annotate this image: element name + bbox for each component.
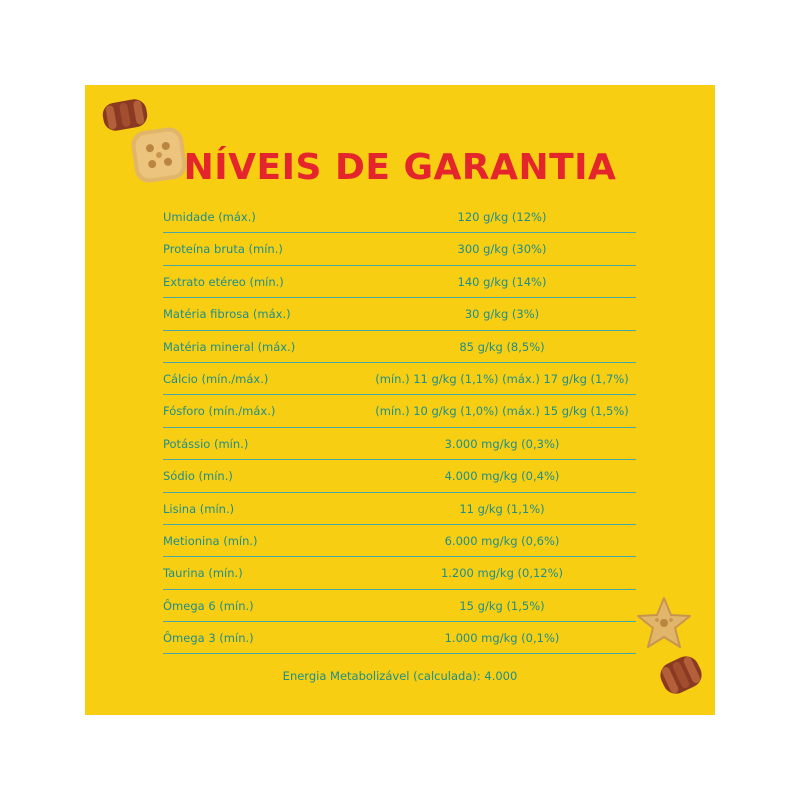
table-row: [163, 428, 636, 460]
table-row: [163, 201, 636, 233]
table-row: [163, 590, 636, 622]
row-value: (mín.) 11 g/kg (1,1%) (máx.) 17 g/kg (1,7%): [375, 371, 629, 386]
page-title: NÍVEIS DE GARANTIA: [183, 147, 617, 188]
nutrition-panel: [85, 85, 715, 715]
table-row: [163, 266, 636, 298]
row-value: (mín.) 10 g/kg (1,0%) (máx.) 15 g/kg (1,5%): [375, 404, 629, 419]
row-value: 30 g/kg (3%): [464, 307, 540, 322]
row-label: Matéria mineral (máx.): [163, 339, 296, 354]
row-label: Taurina (mín.): [163, 566, 243, 581]
row-value: 4.000 mg/kg (0,4%): [444, 469, 560, 484]
row-value: 300 g/kg (30%): [457, 242, 547, 257]
table-row: [163, 233, 636, 265]
table-row: [163, 298, 636, 330]
row-value: 1.200 mg/kg (0,12%): [440, 566, 564, 581]
row-label: Fósforo (mín./máx.): [163, 404, 276, 419]
row-label: Potássio (mín.): [163, 436, 249, 451]
table-row: [163, 493, 636, 525]
guarantee-table: [163, 201, 636, 654]
row-value: 85 g/kg (8,5%): [459, 339, 545, 354]
row-label: Umidade (máx.): [163, 210, 256, 224]
table-row: [163, 525, 636, 557]
row-value: 120 g/kg (12%): [457, 210, 547, 224]
row-label: Cálcio (mín./máx.): [163, 371, 269, 386]
row-value: 1.000 mg/kg (0,1%): [444, 631, 560, 646]
table-row: [163, 363, 636, 395]
table-row: [163, 460, 636, 492]
row-value: 6.000 mg/kg (0,6%): [444, 533, 560, 548]
row-value: 3.000 mg/kg (0,3%): [444, 436, 560, 451]
row-label: Ômega 3 (mín.): [163, 631, 254, 646]
row-label: Lisina (mín.): [163, 501, 235, 516]
row-label: Matéria fibrosa (máx.): [163, 307, 291, 322]
energy-footer: Energia Metabolizável (calculada): 4.000: [282, 669, 518, 683]
table-row: [163, 395, 636, 427]
row-label: Extrato etéreo (mín.): [163, 274, 284, 289]
row-value: 140 g/kg (14%): [457, 274, 547, 289]
kibble-star-icon: [633, 595, 695, 653]
row-label: Ômega 6 (mín.): [163, 598, 254, 613]
row-label: Sódio (mín.): [163, 469, 233, 484]
row-value: 15 g/kg (1,5%): [459, 598, 545, 613]
row-value: 11 g/kg (1,1%): [459, 501, 545, 516]
table-row: [163, 622, 636, 654]
row-label: Proteína bruta (mín.): [163, 242, 283, 257]
table-row: [163, 557, 636, 589]
table-row: [163, 331, 636, 363]
row-label: Metionina (mín.): [163, 533, 258, 548]
